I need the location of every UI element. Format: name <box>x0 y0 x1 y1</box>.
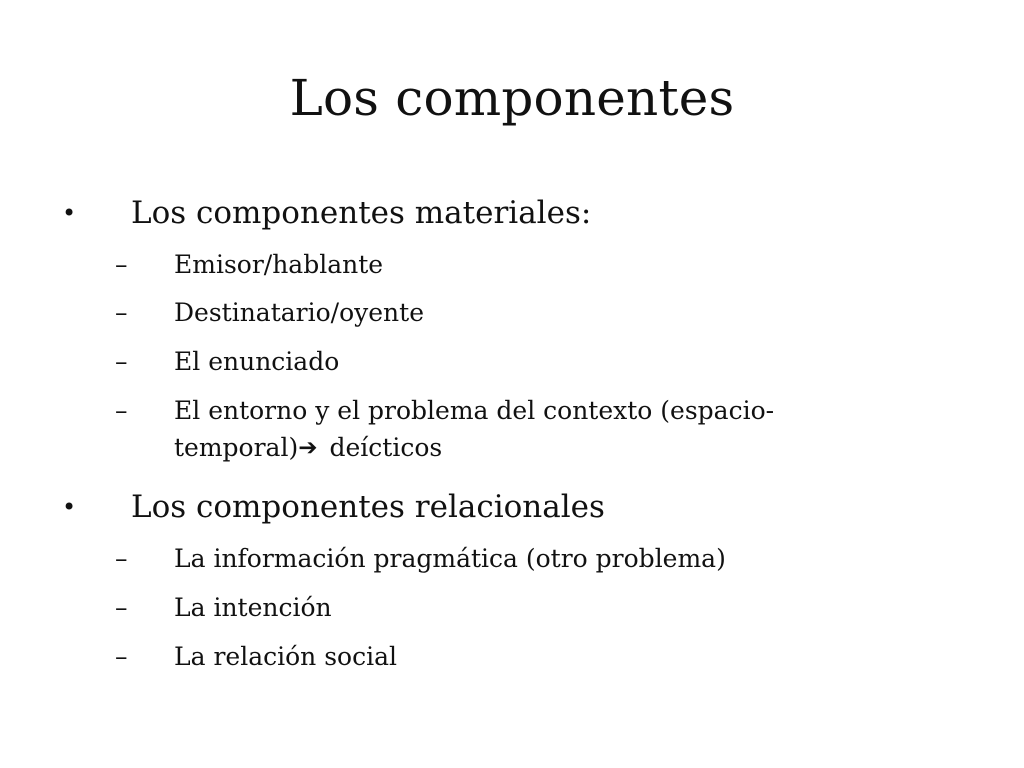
dash-icon: – <box>115 396 128 425</box>
dash-icon: – <box>115 347 128 376</box>
arrow-right-icon: ➔ <box>298 435 318 461</box>
dash-icon: – <box>115 250 128 279</box>
dash-icon: – <box>115 642 128 671</box>
sub-item-text: La información pragmática (otro problema) <box>174 544 726 573</box>
dash-icon: – <box>115 298 128 327</box>
bullet-icon: • <box>62 493 77 521</box>
sub-item-text: La relación social <box>174 642 397 671</box>
bullet-heading: Los componentes relacionales <box>131 489 605 525</box>
sub-item-text: La intención <box>174 593 332 622</box>
sub-item-text-line1: El entorno y el problema del contexto (espacio- <box>174 396 775 425</box>
sub-item-text: Destinatario/oyente <box>174 298 424 327</box>
sub-item-text-line2-end: deícticos <box>329 433 443 462</box>
bullet-heading: Los componentes materiales: <box>131 195 592 231</box>
sub-item-text-line2 <box>174 429 894 467</box>
slide-title: Los componentes <box>289 69 735 127</box>
bullet-icon: • <box>62 199 77 227</box>
dash-icon: – <box>115 544 128 573</box>
sub-item-text <box>174 392 894 467</box>
sub-item-text-line2-start: temporal) <box>174 433 299 462</box>
dash-icon: – <box>115 593 128 622</box>
sub-item-text: Emisor/hablante <box>174 250 384 279</box>
sub-item-text: El enunciado <box>174 347 340 376</box>
